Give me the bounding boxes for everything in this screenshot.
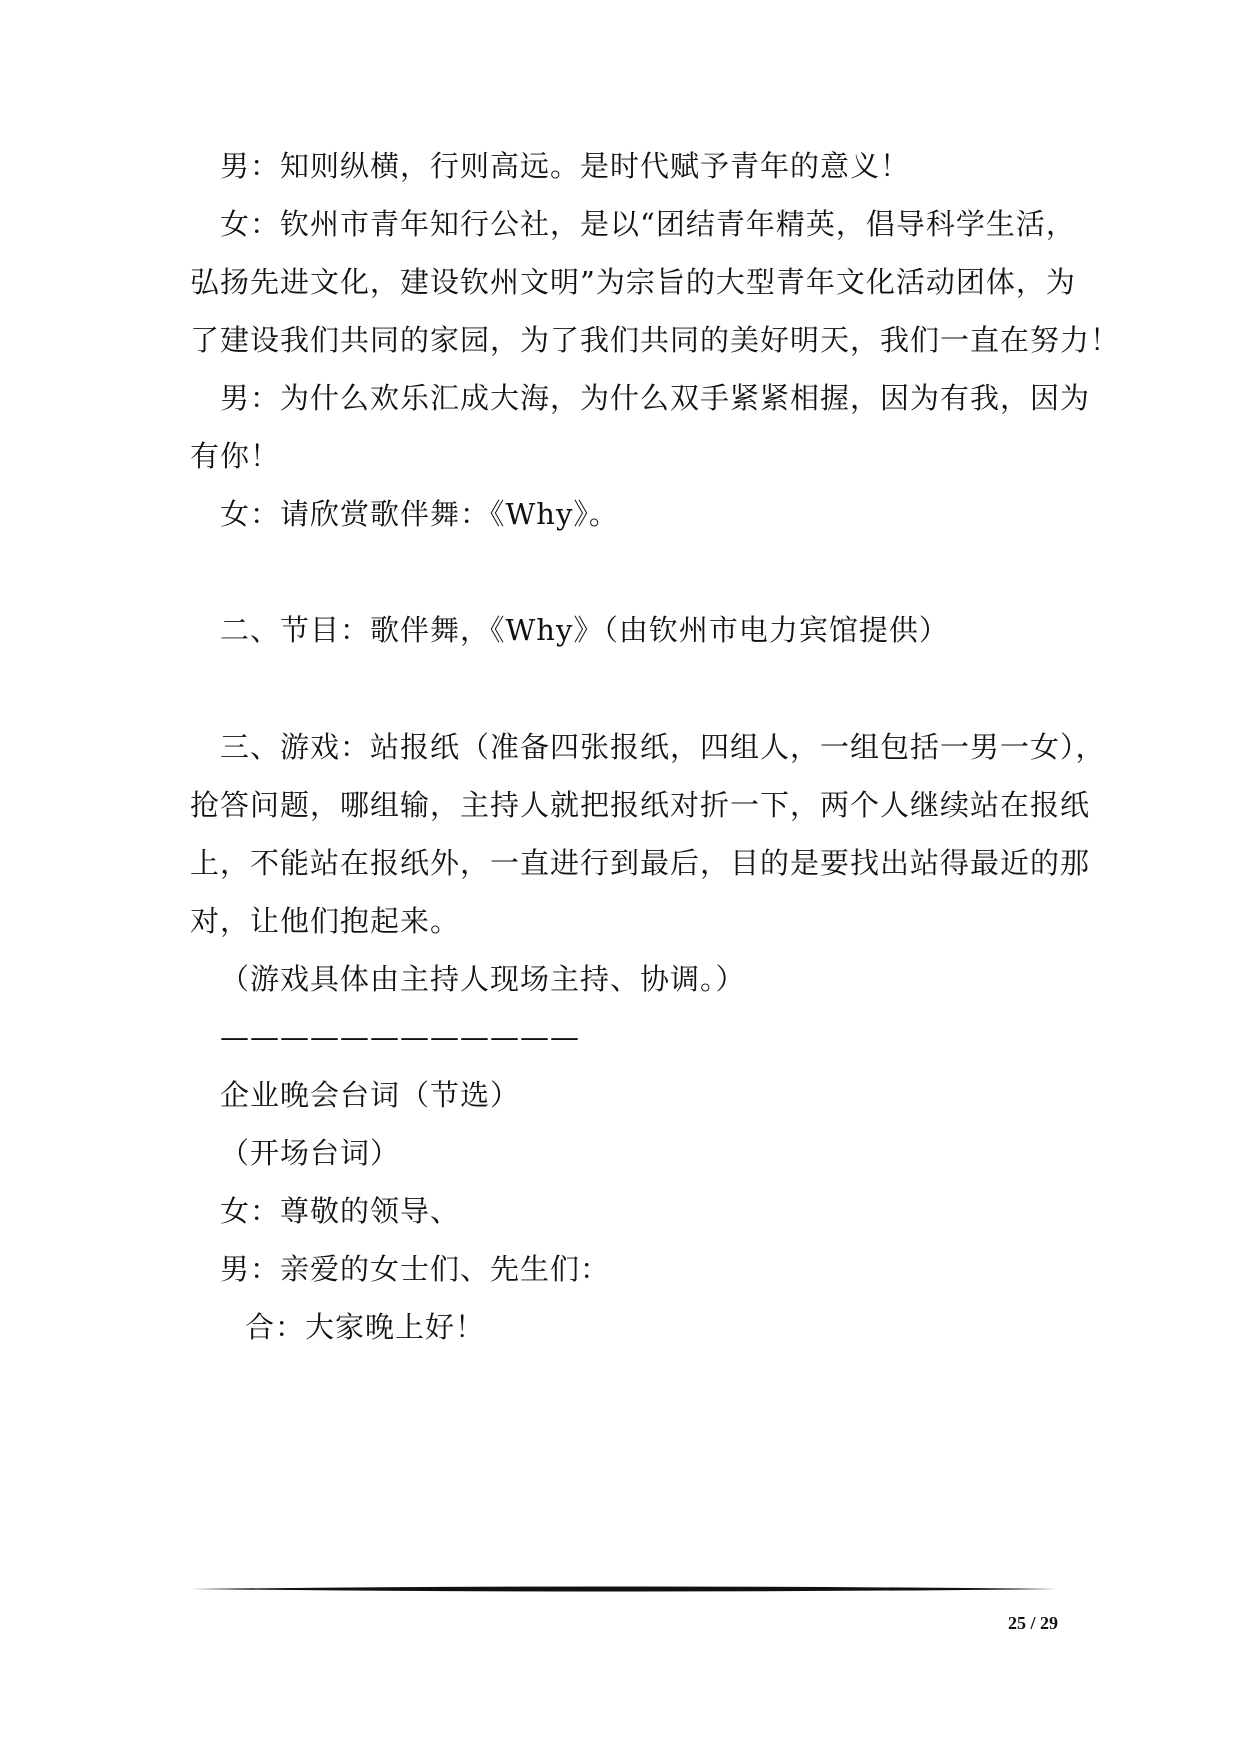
page-number: 25 / 29 [1007,1613,1058,1633]
dialogue-line: 女：钦州市青年知行公社，是以“团结青年精英，倡导科学生活， [220,207,1076,241]
game-heading: 三、游戏：站报纸（准备四张报纸，四组人，一组包括一男一女）， [220,730,1106,764]
dialogue-line: 弘扬先进文化，建设钦州文明”为宗旨的大型青年文化活动团体，为 [190,265,1076,299]
footer-divider [190,1585,1058,1593]
dialogue-line: 了建设我们共同的家园，为了我们共同的美好明天，我们一直在努力！ [190,323,1121,357]
paragraph-line: 对，让他们抱起来。 [190,904,461,938]
dialogue-line: 女：请欣赏歌伴舞：《Why》。 [220,497,619,531]
dialogue-line: 女：尊敬的领导、 [220,1194,461,1228]
section-title: 企业晚会台词（节选） [220,1078,521,1112]
dialogue-line: 男：知则纵横，行则高远。是时代赋予青年的意义！ [220,149,911,183]
separator-dashes: ———————————— [220,1020,580,1054]
note-line: （游戏具体由主持人现场主持、协调。） [220,962,746,996]
dialogue-line: 男：为什么欢乐汇成大海，为什么双手紧紧相握，因为有我，因为 [220,381,1091,415]
subsection-title: （开场台词） [220,1136,401,1170]
paragraph-line: 抢答问题，哪组输，主持人就把报纸对折一下，两个人继续站在报纸 [190,788,1091,822]
dialogue-line: 男：亲爱的女士们、先生们： [220,1252,611,1286]
dialogue-line: 合：大家晚上好！ [245,1310,486,1344]
program-heading: 二、节目：歌伴舞，《Why》（由钦州市电力宾馆提供） [220,613,949,647]
dialogue-line: 有你！ [190,439,281,473]
paragraph-line: 上，不能站在报纸外，一直进行到最后，目的是要找出站得最近的那 [190,846,1091,880]
